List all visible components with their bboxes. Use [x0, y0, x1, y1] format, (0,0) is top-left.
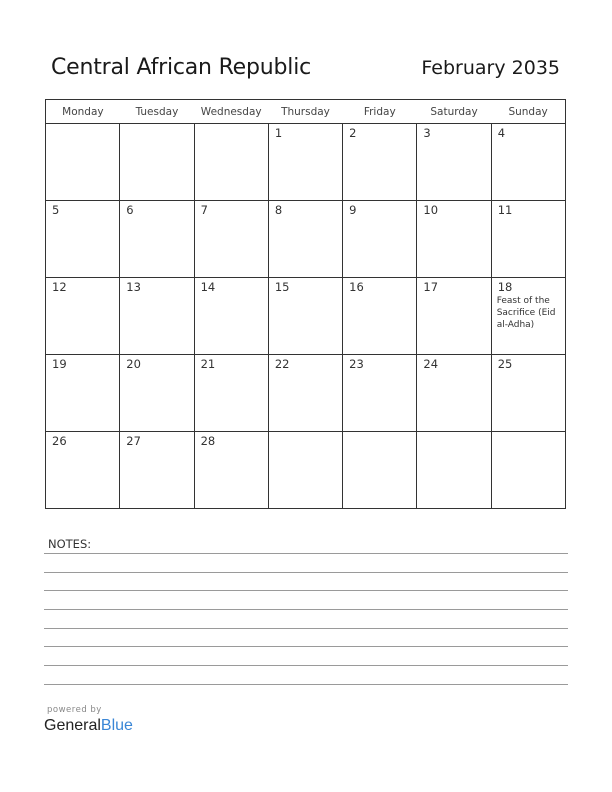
- week-row: [46, 432, 566, 509]
- day-number: 10: [423, 203, 439, 217]
- notes-line: [44, 628, 568, 629]
- day-cell: [417, 124, 491, 201]
- day-cell: [343, 432, 417, 509]
- day-number: 20: [126, 357, 141, 371]
- day-cell: [120, 278, 194, 355]
- day-cell: [120, 201, 194, 278]
- day-cell: [46, 432, 120, 509]
- week-row: [46, 124, 566, 201]
- day-cell: [268, 278, 342, 355]
- weekday-saturday: Saturday: [417, 100, 491, 124]
- day-cell: [268, 124, 342, 201]
- day-number: 5: [52, 203, 60, 217]
- brand-general: General: [44, 717, 101, 734]
- notes-line: [44, 665, 568, 666]
- day-cell: [343, 201, 417, 278]
- day-cell: [417, 355, 491, 432]
- day-number: [195, 124, 268, 126]
- day-cell: [343, 355, 417, 432]
- day-cell: [491, 432, 565, 509]
- day-number: [269, 432, 342, 434]
- day-number: [417, 432, 490, 434]
- day-number: 12: [52, 280, 67, 294]
- day-cell: [46, 201, 120, 278]
- day-cell: [491, 201, 565, 278]
- day-cell: [268, 201, 342, 278]
- notes-line: [44, 684, 568, 685]
- weekday-wednesday: Wednesday: [194, 100, 268, 124]
- day-number: 2: [349, 126, 357, 140]
- notes-label: NOTES:: [48, 537, 92, 551]
- day-cell: [194, 201, 268, 278]
- notes-line: [44, 609, 568, 610]
- day-number: 1: [274, 126, 283, 140]
- day-number: 11: [497, 203, 513, 217]
- day-cell: [417, 201, 491, 278]
- day-cell: [46, 355, 120, 432]
- day-number: [120, 124, 193, 126]
- weekday-sunday: Sunday: [491, 100, 565, 124]
- day-cell: [194, 124, 268, 201]
- day-cell: [491, 124, 565, 201]
- day-cell: [417, 278, 491, 355]
- day-number: 19: [52, 357, 67, 371]
- day-number: 3: [423, 126, 431, 140]
- generalblue-logo: [44, 717, 133, 735]
- day-cell-holiday: [491, 278, 565, 355]
- day-number: 4: [497, 126, 506, 140]
- day-number: 17: [423, 280, 439, 294]
- week-row: [46, 278, 566, 355]
- day-cell: [343, 124, 417, 201]
- day-cell: [417, 432, 491, 509]
- day-number: 21: [200, 357, 216, 371]
- day-cell: [120, 432, 194, 509]
- notes-line: [44, 553, 568, 554]
- powered-by-label: powered by: [47, 705, 102, 715]
- day-number: 8: [274, 203, 283, 217]
- notes-line: [44, 646, 568, 647]
- day-number: 6: [126, 203, 134, 217]
- day-cell: [194, 355, 268, 432]
- day-cell: [491, 355, 565, 432]
- day-number: 27: [126, 434, 141, 448]
- day-number: [343, 432, 416, 434]
- weekday-monday: Monday: [46, 100, 120, 124]
- day-number: 28: [200, 434, 216, 448]
- day-number: 13: [126, 280, 141, 294]
- day-number: 15: [274, 280, 290, 294]
- weekday-header-row: [46, 100, 566, 124]
- day-cell: [120, 355, 194, 432]
- day-number: 25: [497, 357, 513, 371]
- day-cell: [194, 278, 268, 355]
- week-row: [46, 355, 566, 432]
- month-label: February 2035: [421, 57, 560, 79]
- day-number: 24: [423, 357, 439, 371]
- day-cell: [268, 355, 342, 432]
- weekday-tuesday: Tuesday: [120, 100, 194, 124]
- page-title: Central African Republic: [51, 55, 312, 80]
- day-cell: [268, 432, 342, 509]
- day-number: 14: [200, 280, 216, 294]
- day-number: 16: [349, 280, 364, 294]
- day-number: [46, 124, 119, 126]
- notes-line: [44, 572, 568, 573]
- day-number: 18: [497, 280, 513, 294]
- day-number: [492, 432, 565, 434]
- weekday-thursday: Thursday: [268, 100, 342, 124]
- holiday-label: Feast of the Sacrifice (Eid al-Adha): [496, 296, 556, 330]
- day-number: 23: [349, 357, 364, 371]
- day-number: 22: [274, 357, 290, 371]
- weekday-friday: Friday: [343, 100, 417, 124]
- brand-blue: Blue: [100, 717, 133, 734]
- day-number: 9: [349, 203, 357, 217]
- day-cell: [46, 278, 120, 355]
- day-number: 7: [200, 203, 208, 217]
- calendar-grid: [45, 99, 566, 509]
- day-cell: [194, 432, 268, 509]
- notes-line: [44, 590, 568, 591]
- week-row: [46, 201, 566, 278]
- day-cell: [46, 124, 120, 201]
- day-cell: [120, 124, 194, 201]
- day-number: 26: [52, 434, 67, 448]
- day-cell: [343, 278, 417, 355]
